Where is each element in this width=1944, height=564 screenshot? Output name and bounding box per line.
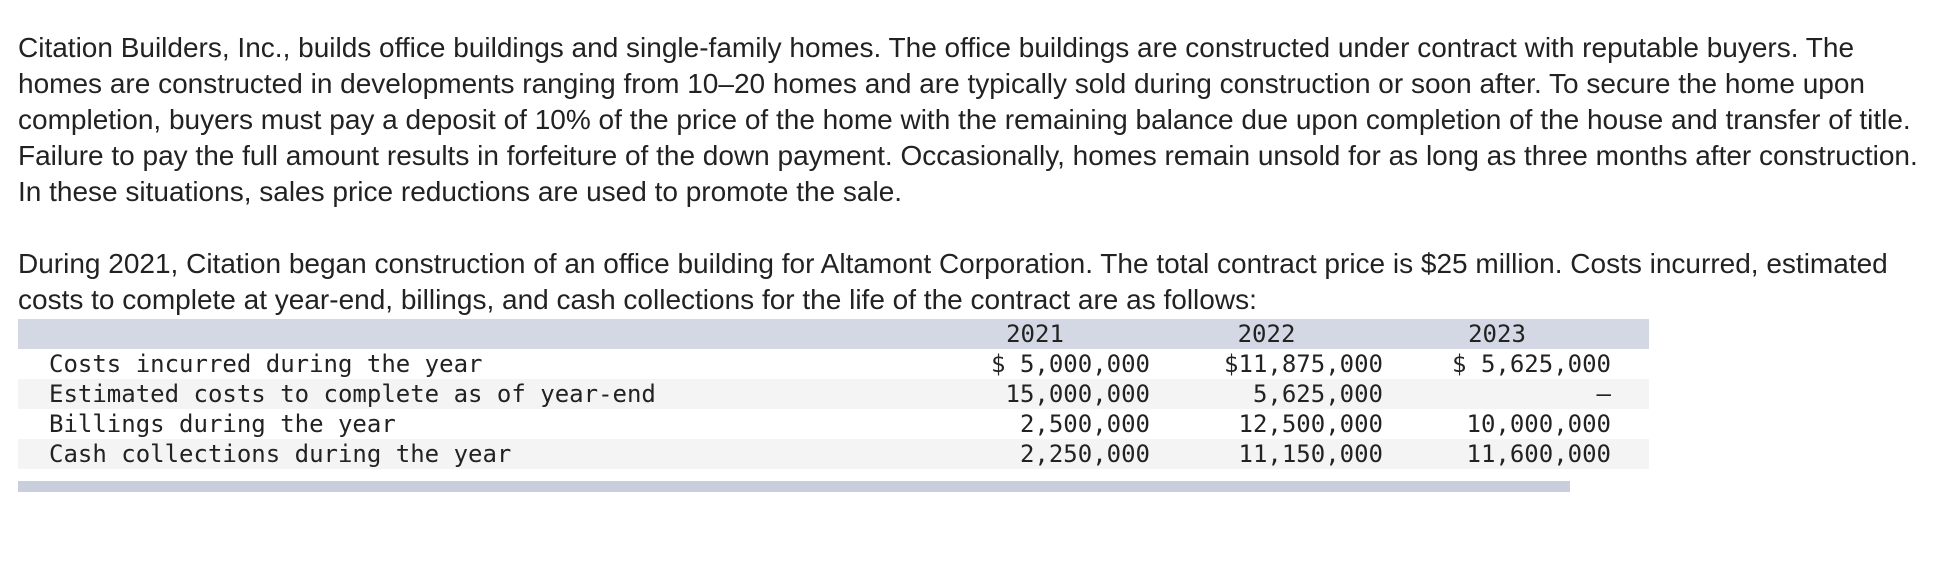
cell-2023: 10,000,000 xyxy=(1466,410,1611,438)
header-2022: 2022 xyxy=(1237,320,1296,348)
header-label xyxy=(18,319,920,349)
contract-table xyxy=(18,319,1649,469)
table-spacer xyxy=(18,469,1570,481)
contract-table-container xyxy=(18,319,1611,492)
table-bottom-rule xyxy=(18,481,1570,492)
cell-2023: 11,600,000 xyxy=(1466,440,1611,468)
header-2021: 2021 xyxy=(1006,320,1064,348)
cell-2022: 12,500,000 xyxy=(1238,410,1383,438)
table-row xyxy=(18,439,1649,469)
header-2023: 2023 xyxy=(1468,320,1526,348)
cell-2022: $11,875,000 xyxy=(1224,350,1383,378)
cell-2021: 15,000,000 xyxy=(1005,380,1150,408)
cell-2023: – xyxy=(1596,380,1611,408)
table-row xyxy=(18,409,1649,439)
intro-paragraph: Citation Builders, Inc., builds office buildings and single-family homes. The office buildings are constructed under contract with reputable buyers. The homes are constructed in developments ranging from 10–20 homes and are typically sold during construction or soon after. To secure the home upon completion, buyers must pay a deposit of 10% of the price of the home with the remaining balance due upon completion of the house and transfer of title. Failure to pay the full amount results in forfeiture of the down payment. Occasionally, homes remain unsold for as long as three months after construction. In these situations, sales price reductions are used to promote the sale. xyxy=(18,32,1918,207)
cell-2023: $ 5,625,000 xyxy=(1452,350,1611,378)
cell-2021: 2,250,000 xyxy=(1019,440,1150,468)
row-label: Costs incurred during the year xyxy=(49,350,483,378)
table-row xyxy=(18,379,1649,409)
contract-paragraph: During 2021, Citation began construction of an office building for Altamont Corporation. The total contract price is $25 million. Costs incurred, estimated costs to complete at year-end, billings, and cash collections for the life of the contract are as follows: xyxy=(18,248,1888,315)
header-pad xyxy=(1611,319,1649,349)
cell-2021: $ 5,000,000 xyxy=(991,350,1150,378)
row-label: Billings during the year xyxy=(49,410,396,438)
row-label: Estimated costs to complete as of year-end xyxy=(49,380,656,408)
cell-2022: 5,625,000 xyxy=(1252,380,1383,408)
row-label: Cash collections during the year xyxy=(49,440,512,468)
problem-text xyxy=(18,30,1918,492)
table-row xyxy=(18,349,1649,379)
cell-2022: 11,150,000 xyxy=(1238,440,1383,468)
table-header-row xyxy=(18,319,1649,349)
cell-2021: 2,500,000 xyxy=(1019,410,1150,438)
